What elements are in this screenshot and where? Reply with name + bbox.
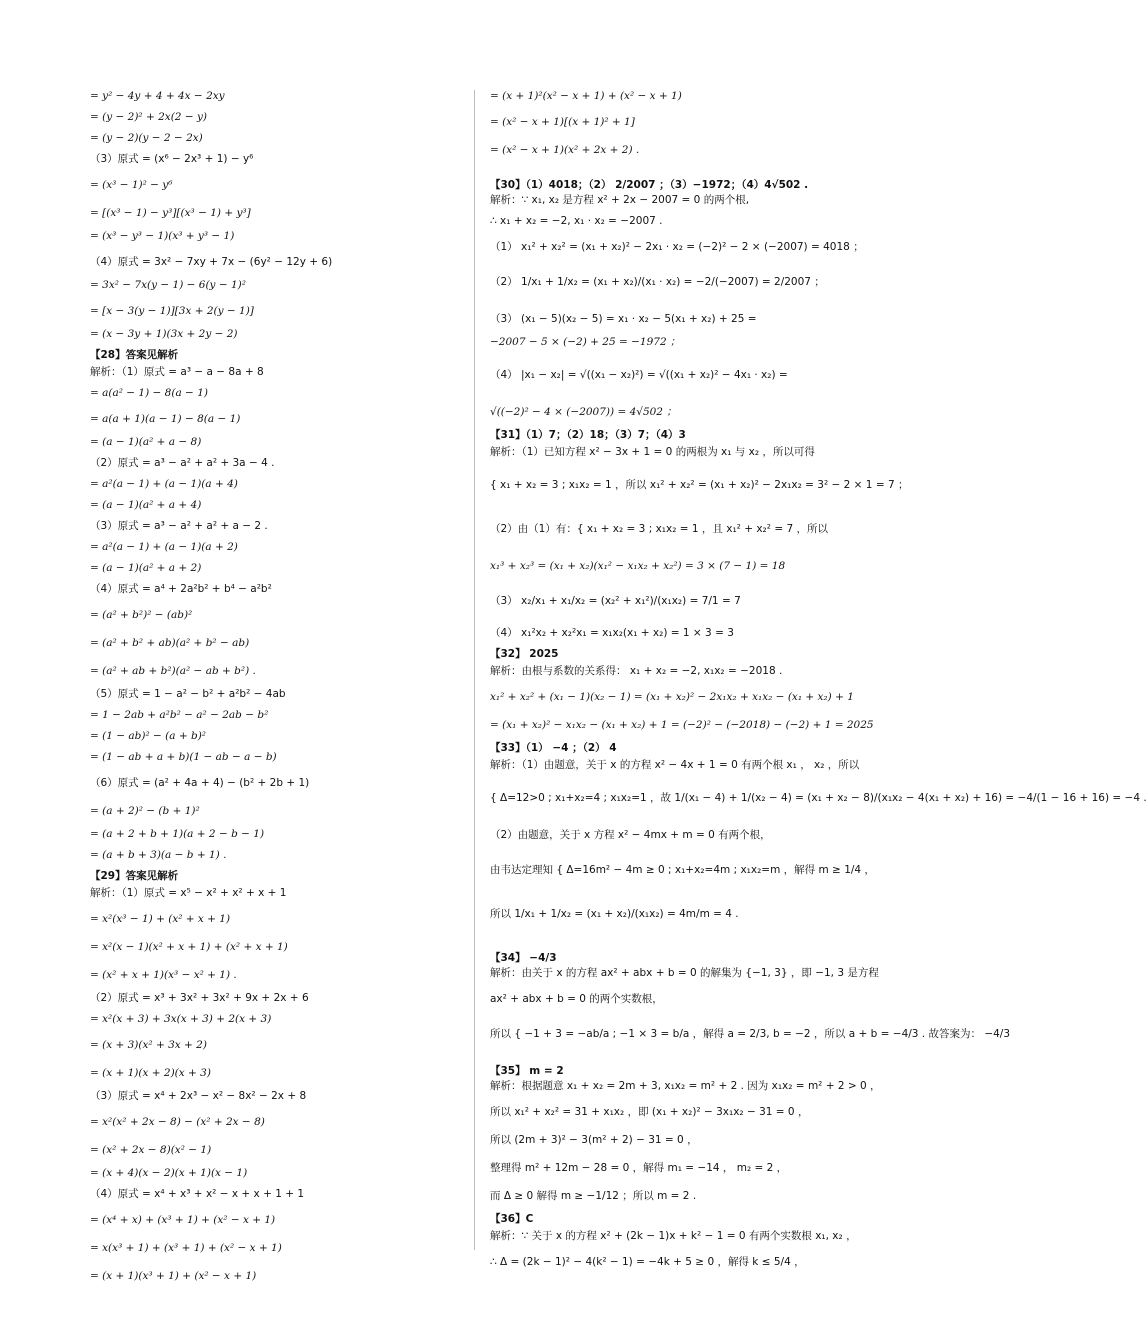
solution-line: （2）原式 = a³ − a² + a² + 3a − 4 . xyxy=(90,457,275,469)
solution-line: （3）原式 = x⁴ + 2x³ − x² − 8x² − 2x + 8 xyxy=(90,1090,307,1102)
answer-heading: 【33】（1） −4 ；（2） 4 xyxy=(490,742,617,754)
solution-line: = (1 − ab)² − (a + b)² xyxy=(90,730,207,742)
answer-heading: 【34】 −4/3 xyxy=(490,952,557,964)
solution-line: （2）由题意，关于 x 方程 x² − 4mx + m = 0 有两个根， xyxy=(490,829,771,841)
solution-line: = [x − 3(y − 1)][3x + 2(y − 1)] xyxy=(90,305,254,317)
solution-line: = y² − 4y + 4 + 4x − 2xy xyxy=(90,90,225,102)
solution-line: ∴ x₁ + x₂ = −2, x₁ · x₂ = −2007 . xyxy=(490,215,663,227)
answer-heading: 【36】C xyxy=(490,1213,534,1225)
solution-line: = (x² − x + 1)[(x + 1)² + 1] xyxy=(490,116,635,128)
solution-line: = 3x² − 7x(y − 1) − 6(y − 1)² xyxy=(90,279,246,291)
solution-line: （6）原式 = (a² + 4a + 4) − (b² + 2b + 1) xyxy=(90,777,310,789)
solution-line: 解析：根据题意 x₁ + x₂ = 2m + 3, x₁x₂ = m² + 2 . 因为 x₁x₂ = m² + 2 > 0 ， xyxy=(490,1080,881,1092)
solution-line: （5）原式 = 1 − a² − b² + a²b² − 4ab xyxy=(90,688,286,700)
solution-line: = (a² + ab + b²)(a² − ab + b²) . xyxy=(90,665,256,677)
solution-line: x₁³ + x₂³ = (x₁ + x₂)(x₁² − x₁x₂ + x₂²) = 3 × (7 − 1) = 18 xyxy=(490,560,786,572)
solution-line: （3） x₂/x₁ + x₁/x₂ = (x₂² + x₁²)/(x₁x₂) = 7/1 = 7 xyxy=(490,595,741,607)
solution-line: ax² + abx + b = 0 的两个实数根， xyxy=(490,993,663,1005)
solution-line: = (a² + b²)² − (ab)² xyxy=(90,609,193,621)
solution-line: 解析：∵ x₁, x₂ 是方程 x² + 2x − 2007 = 0 的两个根, xyxy=(490,194,750,206)
solution-line: 解析：（1）已知方程 x² − 3x + 1 = 0 的两根为 x₁ 与 x₂ ，所以可得 xyxy=(490,446,815,458)
solution-line: = (a − 1)(a² + a + 2) xyxy=(90,562,202,574)
solution-line: = (x + 1)(x³ + 1) + (x² − x + 1) xyxy=(90,1270,257,1282)
solution-line: = a(a² − 1) − 8(a − 1) xyxy=(90,387,208,399)
solution-line: = (a + 2)² − (b + 1)² xyxy=(90,805,200,817)
solution-line: = (y − 2)(y − 2 − 2x) xyxy=(90,132,203,144)
solution-line: （4）原式 = x⁴ + x³ + x² − x + x + 1 + 1 xyxy=(90,1188,305,1200)
solution-line: = (y − 2)² + 2x(2 − y) xyxy=(90,111,207,123)
solution-line: 解析：（1）原式 = a³ − a − 8a + 8 xyxy=(90,366,264,378)
solution-line: 所以 x₁² + x₂² = 31 + x₁x₂ ，即 (x₁ + x₂)² − 3x₁x₂ − 31 = 0 ， xyxy=(490,1106,809,1118)
solution-line: = (1 − ab + a + b)(1 − ab − a − b) xyxy=(90,751,277,763)
solution-line: （3） (x₁ − 5)(x₂ − 5) = x₁ · x₂ − 5(x₁ + x₂) + 25 = xyxy=(490,313,757,325)
solution-line: （4）原式 = 3x² − 7xy + 7x − (6y² − 12y + 6) xyxy=(90,256,333,268)
solution-line: −2007 − 5 × (−2) + 25 = −1972 ； xyxy=(490,336,681,348)
solution-line: x₁² + x₂² + (x₁ − 1)(x₂ − 1) = (x₁ + x₂)² − 2x₁x₂ + x₁x₂ − (x₁ + x₂) + 1 xyxy=(490,691,854,703)
left-column xyxy=(90,88,460,1291)
solution-line: = (x² + x + 1)(x³ − x² + 1) . xyxy=(90,969,237,981)
solution-line: 解析：（1）原式 = x⁵ − x² + x² + x + 1 xyxy=(90,887,287,899)
solution-line: = 1 − 2ab + a²b² − a² − 2ab − b² xyxy=(90,709,269,721)
solution-line: = (x³ − 1)² − y⁶ xyxy=(90,179,173,191)
solution-line: = (x⁴ + x) + (x³ + 1) + (x² − x + 1) xyxy=(90,1214,276,1226)
solution-line: （4） x₁²x₂ + x₂²x₁ = x₁x₂(x₁ + x₂) = 1 × 3 = 3 xyxy=(490,627,734,639)
solution-line: = (a + 2 + b + 1)(a + 2 − b − 1) xyxy=(90,828,265,840)
solution-line: = (x + 4)(x − 2)(x + 1)(x − 1) xyxy=(90,1167,248,1179)
solution-line: 解析：（1）由题意，关于 x 的方程 x² − 4x + 1 = 0 有两个根 x₁ ， x₂ ，所以 xyxy=(490,759,860,771)
solution-line: （2） 1/x₁ + 1/x₂ = (x₁ + x₂)/(x₁ · x₂) = −2/(−2007) = 2/2007 ； xyxy=(490,276,825,288)
solution-line: 所以 { −1 + 3 = −ab/a ; −1 × 3 = b/a ，解得 a = 2/3, b = −2 ，所以 a + b = −4/3 . 故答案为： −4/3 xyxy=(490,1028,1011,1040)
solution-line: = x²(x³ − 1) + (x² + x + 1) xyxy=(90,913,231,925)
solution-line: （3）原式 = a³ − a² + a² + a − 2 . xyxy=(90,520,268,532)
solution-line: √((−2)² − 4 × (−2007)) = 4√502 ； xyxy=(490,406,677,418)
solution-line: 整理得 m² + 12m − 28 = 0 ，解得 m₁ = −14 ， m₂ = 2 ， xyxy=(490,1162,788,1174)
solution-line: = (x + 1)(x + 2)(x + 3) xyxy=(90,1067,211,1079)
solution-line: = (a + b + 3)(a − b + 1) . xyxy=(90,849,227,861)
solution-line: 而 Δ ≥ 0 解得 m ≥ −1/12 ；所以 m = 2 . xyxy=(490,1190,697,1202)
solution-line: = (x + 1)²(x² − x + 1) + (x² − x + 1) xyxy=(490,90,682,102)
solution-line: = x²(x + 3) + 3x(x + 3) + 2(x + 3) xyxy=(90,1013,272,1025)
solution-line: = x²(x − 1)(x² + x + 1) + (x² + x + 1) xyxy=(90,941,288,953)
solution-line: （4） |x₁ − x₂| = √((x₁ − x₂)²) = √((x₁ + x₂)² − 4x₁ · x₂) = xyxy=(490,369,788,381)
solution-line: = a²(a − 1) + (a − 1)(a + 4) xyxy=(90,478,238,490)
answer-heading: 【35】 m = 2 xyxy=(490,1065,564,1077)
solution-line: { Δ=12>0 ; x₁+x₂=4 ; x₁x₂=1 ，故 1/(x₁ − 4) + 1/(x₂ − 4) = (x₁ + x₂ − 8)/(x₁x₂ − 4(x₁ + x₂) + 16) = −4/(1 − 16 + 16) = −4 . xyxy=(490,792,1147,804)
solution-line: = (a − 1)(a² + a − 8) xyxy=(90,436,202,448)
solution-line: 解析：由关于 x 的方程 ax² + abx + b = 0 的解集为 {−1, 3} ，即 −1, 3 是方程 xyxy=(490,967,879,979)
solution-line: = (a − 1)(a² + a + 4) xyxy=(90,499,202,511)
solution-line: = a(a + 1)(a − 1) − 8(a − 1) xyxy=(90,413,241,425)
answer-heading: 【31】（1）7；（2）18；（3）7；（4）3 xyxy=(490,429,686,441)
solution-line: = (x + 3)(x² + 3x + 2) xyxy=(90,1039,207,1051)
solution-line: （2）由（1）有：{ x₁ + x₂ = 3 ; x₁x₂ = 1 ，且 x₁² + x₂² = 7 ，所以 xyxy=(490,523,828,535)
answer-heading: 【30】（1）4018；（2） 2/2007 ；（3）−1972；（4）4√502 . xyxy=(490,179,809,191)
solution-line: ∴ Δ = (2k − 1)² − 4(k² − 1) = −4k + 5 ≥ 0 ，解得 k ≤ 5/4 ， xyxy=(490,1256,805,1268)
solution-line: = a²(a − 1) + (a − 1)(a + 2) xyxy=(90,541,238,553)
solution-line: 解析：∵ 关于 x 的方程 x² + (2k − 1)x + k² − 1 = 0 有两个实数根 x₁, x₂ ， xyxy=(490,1230,857,1242)
solution-line: = (a² + b² + ab)(a² + b² − ab) xyxy=(90,637,250,649)
solution-line: { x₁ + x₂ = 3 ; x₁x₂ = 1 ，所以 x₁² + x₂² = (x₁ + x₂)² − 2x₁x₂ = 3² − 2 × 1 = 7 ； xyxy=(490,479,909,491)
answer-heading: 【28】答案见解析 xyxy=(90,349,179,361)
solution-line: （4）原式 = a⁴ + 2a²b² + b⁴ − a²b² xyxy=(90,583,272,595)
solution-line: （3）原式 = (x⁶ − 2x³ + 1) − y⁶ xyxy=(90,153,254,165)
solution-line: = (x² + 2x − 8)(x² − 1) xyxy=(90,1144,212,1156)
answer-heading: 【29】答案见解析 xyxy=(90,870,179,882)
column-divider xyxy=(474,90,475,1250)
solution-line: = (x − 3y + 1)(3x + 2y − 2) xyxy=(90,328,238,340)
solution-line: = [(x³ − 1) − y³][(x³ − 1) + y³] xyxy=(90,207,251,219)
right-column xyxy=(490,88,1147,1277)
solution-line: = x²(x² + 2x − 8) − (x² + 2x − 8) xyxy=(90,1116,265,1128)
solution-line: （1） x₁² + x₂² = (x₁ + x₂)² − 2x₁ · x₂ = (−2)² − 2 × (−2007) = 4018 ； xyxy=(490,241,864,253)
solution-line: 由韦达定理知 { Δ=16m² − 4m ≥ 0 ; x₁+x₂=4m ; x₁x₂=m ，解得 m ≥ 1/4 ， xyxy=(490,864,875,876)
solution-line: 所以 1/x₁ + 1/x₂ = (x₁ + x₂)/(x₁x₂) = 4m/m = 4 . xyxy=(490,908,739,920)
solution-line: = x(x³ + 1) + (x³ + 1) + (x² − x + 1) xyxy=(90,1242,282,1254)
answer-heading: 【32】 2025 xyxy=(490,648,559,660)
solution-line: 所以 (2m + 3)² − 3(m² + 2) − 31 = 0 ， xyxy=(490,1134,698,1146)
solution-line: = (x² − x + 1)(x² + 2x + 2) . xyxy=(490,144,640,156)
solution-line: 解析：由根与系数的关系得： x₁ + x₂ = −2, x₁x₂ = −2018 . xyxy=(490,665,783,677)
solution-line: = (x³ − y³ − 1)(x³ + y³ − 1) xyxy=(90,230,235,242)
solution-line: （2）原式 = x³ + 3x² + 3x² + 9x + 2x + 6 xyxy=(90,992,309,1004)
solution-line: = (x₁ + x₂)² − x₁x₂ − (x₁ + x₂) + 1 = (−2)² − (−2018) − (−2) + 1 = 2025 xyxy=(490,719,874,731)
